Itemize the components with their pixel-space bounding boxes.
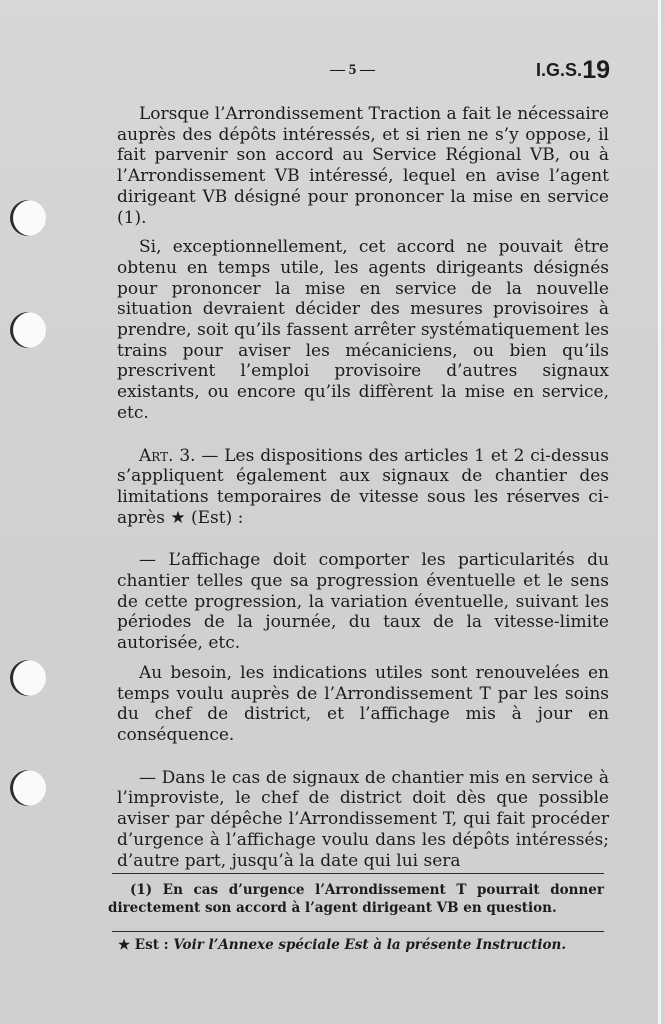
- binder-hole-1: [10, 200, 46, 236]
- binder-hole-2: [10, 312, 46, 348]
- binder-hole-3: [10, 660, 46, 696]
- binder-hole-4: [10, 770, 46, 806]
- est-note-text: Voir l’Annexe spéciale Est à la présente Instruction.: [168, 937, 567, 953]
- paragraph-2: Si, exceptionnellement, cet accord ne pouvait être obtenu en temps utile, les agents dirigeants désignés pour prononcer la mise en service de la nouvelle situation devraient décider des mesures provisoires à prendre, soit qu’ils fassent arrêter systématiquement les trains pour aviser les mécaniciens, ou bien qu’ils prescrivent l’emploi provisoire d’autres signaux existants, ou encore qu’ils diffèrent la mise en service, etc.: [117, 237, 609, 423]
- est-note-rule: [112, 931, 604, 932]
- footnote-rule: [112, 873, 604, 874]
- paragraph-1: Lorsque l’Arrondissement Traction a fait le nécessaire auprès des dépôts intéressés, et si rien ne s’y oppose, il fait parvenir son accord au Service Régional VB, ou à l’Arrondissement VB intéressé, lequel en avise l’agent dirigeant VB désigné pour prononcer la mise en service (1).: [117, 104, 609, 228]
- body-text: [117, 104, 609, 871]
- paragraph-besoin: Au besoin, les indications utiles sont renouvelées en temps voulu auprès de l’Arrondissement T par les soins du chef de district, et l’affichage mis à jour en conséquence.: [117, 662, 609, 745]
- est-note: [118, 936, 604, 954]
- article-3-label: Art. 3.: [139, 445, 196, 466]
- paragraph-improviste: — Dans le cas de signaux de chantier mis en service à l’improviste, le chef de district doit dès que possible aviser par dépêche l’Arrondissement T, qui fait procéder d’urgence à l’affichage voulu dans les dépôts intéressés; d’autre part, jusqu’à la date qui lui sera: [117, 767, 609, 871]
- page-number: — 5 —: [330, 62, 375, 78]
- footnote-text: (1) En cas d’urgence l’Arrondissement T pourrait donner directement son accord à l’agent dirigeant VB en question.: [108, 882, 604, 916]
- article-3-paragraph: [117, 446, 609, 529]
- footnote: [108, 881, 604, 917]
- document-code: I.G.S.: [535, 60, 582, 80]
- page-header: [0, 56, 658, 86]
- document-number: 19: [582, 56, 610, 84]
- paragraph-affichage: — L’affichage doit comporter les particularités du chantier telles que sa progression éventuelle et le sens de cette progression, la variation éventuelle, suivant les périodes de la journée, du taux de la vitesse-limite autorisée, etc.: [117, 550, 609, 654]
- article-3-text: — Les dispositions des articles 1 et 2 ci-dessus s’appliquent également aux signaux de chantier des limitations temporaires de vitesse sous les réserves ci-après ★ (Est) :: [117, 445, 609, 528]
- est-note-lead: ★ Est :: [118, 937, 169, 953]
